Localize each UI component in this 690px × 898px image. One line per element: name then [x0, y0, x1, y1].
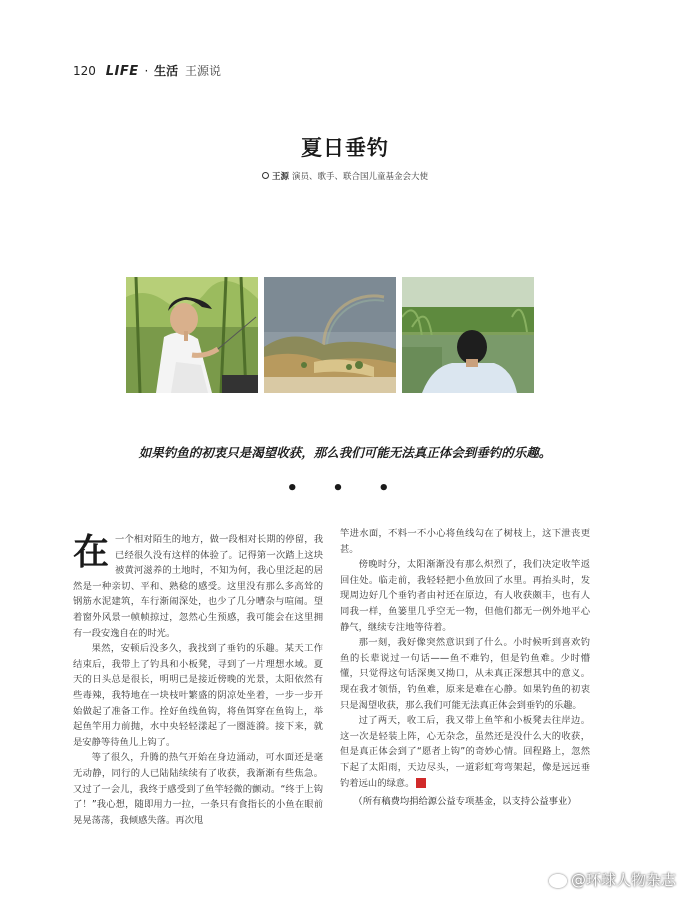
paragraph: 果然，安顿后没多久，我找到了垂钓的乐趣。某天工作结束后，我带上了钓具和小板凳，寻到了一片理想水域。夏天的日头总是很长，明明已是接近傍晚的光景，太阳依然有些毒辣，我特地在一块枝叶繁盛的阴凉处坐着，一步一步开始做起了准备工作。拴好鱼线鱼钩，将鱼饵穿在鱼钩上，举起鱼竿用力前抛，水中央轻轻漾起了一圈涟漪。接下来，就是安静等待鱼儿上钩了。 [73, 643, 323, 748]
page-header [73, 62, 221, 80]
section-separator: · [144, 64, 149, 78]
article-column-right [340, 526, 590, 810]
magazine-section: LIFE [105, 64, 139, 79]
photo-man-fishing-with-cap [126, 277, 258, 393]
photo-landscape-rainbow [264, 277, 396, 393]
byline [0, 170, 690, 182]
paragraph: 过了两天，收工后，我又带上鱼竿和小板凳去往岸边。这一次是轻装上阵，心无杂念，虽然还是没什么大的收获，但是真正体会到了“愿者上钩”的奇妙心情。回程路上，忽然下起了太阳雨，天边尽头，一道彩虹弯弯架起，像是远远垂钓着远山的绿意。 G [340, 715, 590, 789]
end-mark-icon: G [416, 778, 426, 788]
photo-man-back-view-riverside [402, 277, 534, 393]
paragraph: 傍晚时分，太阳渐渐没有那么炽烈了，我们决定收竿返回住处。临走前，我轻轻把小鱼放回了水里。再抬头时，发现周边好几个垂钓者由衬还在原边，有人收获颇丰，也有人同我一样，鱼篓里几乎空无一物，但他们都无一例外地平心静气，继续专注地等待着。 [340, 559, 590, 633]
drop-cap: 在 [73, 532, 110, 573]
footnote: （所有稿费均捐给源公益专项基金，以支持公益事业） [353, 796, 577, 808]
section-divider: • • • [286, 478, 404, 499]
pull-quote: 如果钓鱼的初衷只是渴望收获，那么我们可能无法真正体会到垂钓的乐趣。 [138, 445, 552, 460]
byline-description: 演员、歌手、联合国儿童基金会大使 [292, 172, 429, 182]
article-title: 夏日垂钓 [301, 136, 389, 160]
photo-strip [126, 277, 534, 393]
paragraph: 竿进水面，不料一不小心将鱼线勾在了树枝上，这下泄丧更甚。 [340, 528, 590, 555]
byline-name: 王源 [271, 172, 289, 182]
byline-circle-icon [262, 172, 269, 179]
watermark [549, 869, 676, 890]
paragraph: 在一个相对陌生的地方，做一段相对长期的停留，我已经很久没有这样的体验了。记得第一次踏上这块被黄河滋养的土地时，不知为何，我心里泛起的居然是一种亲切、平和、熟稔的感受。这里没有那么多高耸的钢筋水泥建筑，车行渐闹深处，也少了几分嘈杂与喧闹。望着窗外风景一帧帧掠过，忽然心生预感，我可能会在这里拥有一段安逸自在的时光。 [73, 532, 323, 639]
paragraph: 那一刻，我好像突然意识到了什么。小时候听到喜欢钓鱼的长辈说过一句话——鱼不难钓，但是钓鱼难。少时懵懂，只觉得这句话深奥又拗口，从未真正深想其中的意义。现在我才领悟，钓鱼难，原来是难在心静。如果钓鱼的初衷只是渴望收获，那么我们可能无法真正体会到垂钓的乐趣。 [340, 637, 590, 711]
page-number: 120 [73, 64, 96, 78]
weibo-icon [549, 874, 567, 888]
watermark-text: @环球人物杂志 [570, 871, 676, 889]
sub-section: 生活 [154, 64, 179, 78]
article-column-left [73, 532, 323, 828]
paragraph: 等了很久，升腾的热气开始在身边涌动，可水面还是毫无动静，同行的人已陆陆续续有了收获，我渐渐有些焦急。又过了一会儿，我终于感受到了鱼竿轻微的颤动。“终于上钩了！”我心想，随即用力一拉，一条只有食指长的小鱼在眼前晃晃荡荡，我倾感失落。再次甩 [73, 752, 323, 826]
author-tag: 王源说 [184, 64, 221, 78]
